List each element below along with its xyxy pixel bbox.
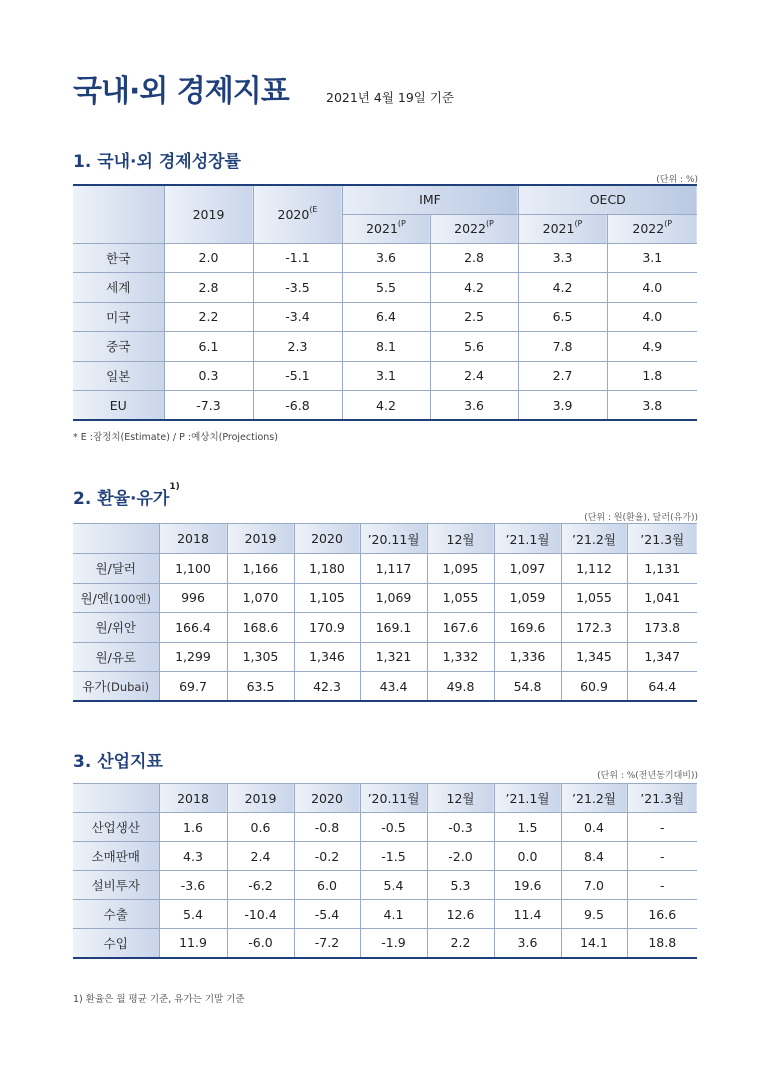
table-cell: -6.0 [227, 929, 294, 958]
table-cell: 2.4 [430, 361, 518, 391]
table-cell: 2.0 [164, 243, 253, 273]
table-cell: 5.6 [430, 332, 518, 362]
growth-col-imf-2022: $2022^{(P}$ [430, 214, 518, 243]
table-cell: 996 [159, 583, 227, 613]
row-label-text: 유가 [82, 679, 107, 694]
row-label: 중국 [73, 332, 164, 362]
industry-footnote: 1) 환율은 월 평균 기준, 유가는 기말 기준 [73, 994, 245, 1005]
column-header: 2020 [294, 784, 360, 813]
table-cell: -0.8 [294, 813, 360, 842]
table-cell: 1,069 [360, 583, 427, 613]
table-cell: 7.0 [561, 871, 627, 900]
fx-unit: (단위 : 원(환율), 달러(유가)) [584, 513, 698, 523]
table-cell: 1,097 [494, 554, 561, 584]
table-cell: 2.8 [430, 243, 518, 273]
row-label-text: 수입 [103, 935, 128, 951]
row-label [73, 642, 159, 672]
table-cell: 2.2 [427, 929, 494, 958]
table-cell: 2.2 [164, 302, 253, 332]
table-row [73, 642, 697, 672]
table-cell: 4.1 [360, 900, 427, 929]
table-cell: 42.3 [294, 672, 360, 702]
growth-col-oecd-2022: $2022^{(P}$ [607, 214, 697, 243]
table-cell: 14.1 [561, 929, 627, 958]
table-cell: 63.5 [227, 672, 294, 702]
table-cell: - [627, 842, 697, 871]
table-cell: - [627, 871, 697, 900]
table-cell: -3.4 [253, 302, 342, 332]
column-header: 2019 [227, 784, 294, 813]
table-cell: 2.5 [430, 302, 518, 332]
row-label [73, 554, 159, 584]
table-cell: 1,055 [427, 583, 494, 613]
table-cell: 3.6 [430, 391, 518, 421]
table-cell: -5.4 [294, 900, 360, 929]
table-row [73, 583, 697, 613]
table-cell: 3.3 [518, 243, 607, 273]
column-header: 2018 [159, 524, 227, 554]
growth-unit: (단위 : %) [656, 175, 698, 185]
table-cell: 1,095 [427, 554, 494, 584]
table-header-row [73, 784, 697, 813]
table-cell: 54.8 [494, 672, 561, 702]
table-cell: 170.9 [294, 613, 360, 643]
growth-col-imf-2021: $2021^{(P}$ [342, 214, 430, 243]
row-label [73, 871, 159, 900]
column-header: 2019 [227, 524, 294, 554]
row-label [73, 842, 159, 871]
table-cell: 64.4 [627, 672, 697, 702]
column-header: ’20.11월 [360, 784, 427, 813]
table-row [73, 273, 697, 303]
table-cell: 4.0 [607, 273, 697, 303]
table-cell: 1,336 [494, 642, 561, 672]
table-row [73, 361, 697, 391]
table-row [73, 332, 697, 362]
table-cell: 1,055 [561, 583, 627, 613]
table-cell: 11.4 [494, 900, 561, 929]
industry-table [73, 783, 697, 959]
table-cell: 6.5 [518, 302, 607, 332]
table-cell: 173.8 [627, 613, 697, 643]
table-row [73, 842, 697, 871]
table-cell: 8.4 [561, 842, 627, 871]
industry-unit: (단위 : %(전년동기대비)) [597, 771, 698, 781]
row-label: 한국 [73, 243, 164, 273]
table-row [73, 900, 697, 929]
table-cell: 5.5 [342, 273, 430, 303]
growth-section-title: 1. 국내·외 경제성장률 [73, 152, 241, 172]
table-cell: 43.4 [360, 672, 427, 702]
table-cell: 1.5 [494, 813, 561, 842]
table-cell: -10.4 [227, 900, 294, 929]
table-cell: 1,180 [294, 554, 360, 584]
table-cell: 1.8 [607, 361, 697, 391]
table-row [73, 813, 697, 842]
row-label [73, 929, 159, 958]
row-label: EU [73, 391, 164, 421]
row-label: 세계 [73, 273, 164, 303]
table-cell: 1,299 [159, 642, 227, 672]
table-cell: 169.1 [360, 613, 427, 643]
table-cell: -6.8 [253, 391, 342, 421]
table-cell: 3.6 [342, 243, 430, 273]
table-cell: 1,305 [227, 642, 294, 672]
row-label-text: 원/달러 [95, 561, 136, 577]
table-cell: 4.2 [342, 391, 430, 421]
table-cell: 5.3 [427, 871, 494, 900]
table-cell: -1.1 [253, 243, 342, 273]
growth-col-2020: $2020^{(E}$ [253, 185, 342, 243]
table-cell: 169.6 [494, 613, 561, 643]
row-label [73, 813, 159, 842]
column-header: ’21.2월 [561, 784, 627, 813]
table-row [73, 929, 697, 958]
row-label-sub: (100엔) [108, 591, 151, 606]
row-label-text: 원/엔 [80, 590, 109, 606]
table-cell: -3.6 [159, 871, 227, 900]
table-cell: -1.9 [360, 929, 427, 958]
table-cell: 0.0 [494, 842, 561, 871]
row-label-text: 원/위안 [95, 620, 136, 636]
table-cell: 69.7 [159, 672, 227, 702]
column-header: 12월 [427, 784, 494, 813]
table-row [73, 871, 697, 900]
table-cell: 1,117 [360, 554, 427, 584]
table-cell: 9.5 [561, 900, 627, 929]
table-cell: 3.9 [518, 391, 607, 421]
column-header: 2020 [294, 524, 360, 554]
table-cell: 49.8 [427, 672, 494, 702]
growth-col-oecd: OECD [518, 185, 697, 214]
table-cell: 1.6 [159, 813, 227, 842]
row-label-text: 산업생산 [91, 820, 140, 835]
table-row [73, 672, 697, 702]
table-cell: 60.9 [561, 672, 627, 702]
table-cell: 1,070 [227, 583, 294, 613]
table-cell: -0.2 [294, 842, 360, 871]
table-cell: 4.3 [159, 842, 227, 871]
column-header: ’21.3월 [627, 784, 697, 813]
table-cell: 1,321 [360, 642, 427, 672]
table-cell: -5.1 [253, 361, 342, 391]
table-cell: 3.1 [342, 361, 430, 391]
table-cell: -3.5 [253, 273, 342, 303]
row-label-text: 수출 [103, 907, 128, 922]
table-cell: 4.2 [518, 273, 607, 303]
growth-table [73, 184, 697, 421]
table-cell: 1,131 [627, 554, 697, 584]
table-cell: 3.6 [494, 929, 561, 958]
table-cell: 0.3 [164, 361, 253, 391]
table-row [73, 554, 697, 584]
growth-corner-cell [73, 185, 164, 243]
table-cell: -7.3 [164, 391, 253, 421]
table-cell: 168.6 [227, 613, 294, 643]
row-label [73, 613, 159, 643]
table-cell: 18.8 [627, 929, 697, 958]
column-header: ’21.3월 [627, 524, 697, 554]
table-cell: 1,112 [561, 554, 627, 584]
table-row [73, 391, 697, 421]
growth-footnote: * E :잠정치(Estimate) / P :예상치(Projections) [73, 432, 278, 443]
table-cell: 2.4 [227, 842, 294, 871]
row-label-text: 설비투자 [91, 878, 140, 893]
row-label-text: 소매판매 [91, 849, 140, 864]
table-cell: 3.1 [607, 243, 697, 273]
table-cell: 2.7 [518, 361, 607, 391]
table-row [73, 243, 697, 273]
table-cell: 4.0 [607, 302, 697, 332]
row-label: 일본 [73, 361, 164, 391]
table-cell: 1,332 [427, 642, 494, 672]
growth-col-2019: 2019 [164, 185, 253, 243]
table-cell: 0.6 [227, 813, 294, 842]
table-cell: 8.1 [342, 332, 430, 362]
table-cell: 11.9 [159, 929, 227, 958]
table-cell: 5.4 [159, 900, 227, 929]
table-cell: -0.5 [360, 813, 427, 842]
fx-section-title: 2. 환율·유가$^{1)}$ [73, 482, 180, 509]
table-cell: 0.4 [561, 813, 627, 842]
industry-section-title: 3. 산업지표 [73, 752, 163, 772]
table-cell: -0.3 [427, 813, 494, 842]
table-cell: 172.3 [561, 613, 627, 643]
table-cell: 166.4 [159, 613, 227, 643]
table-cell: 4.9 [607, 332, 697, 362]
fx-table [73, 523, 697, 702]
table-cell: -6.2 [227, 871, 294, 900]
table-cell: 16.6 [627, 900, 697, 929]
table-cell: -1.5 [360, 842, 427, 871]
table-row [73, 613, 697, 643]
table-cell: 1,166 [227, 554, 294, 584]
column-header: 12월 [427, 524, 494, 554]
table-cell: - [627, 813, 697, 842]
table-cell: 1,347 [627, 642, 697, 672]
table-cell: 1,059 [494, 583, 561, 613]
table-cell: -2.0 [427, 842, 494, 871]
column-header: ’21.1월 [494, 784, 561, 813]
growth-col-oecd-2021: $2021^{(P}$ [518, 214, 607, 243]
table-cell: 4.2 [430, 273, 518, 303]
table-cell: 1,105 [294, 583, 360, 613]
page-title: 국내·외 경제지표 [73, 74, 289, 109]
table-cell: 167.6 [427, 613, 494, 643]
table-row [73, 302, 697, 332]
corner-cell [73, 524, 159, 554]
table-cell: 1,100 [159, 554, 227, 584]
table-cell: 6.1 [164, 332, 253, 362]
table-cell: 1,346 [294, 642, 360, 672]
table-cell: -7.2 [294, 929, 360, 958]
table-cell: 19.6 [494, 871, 561, 900]
table-cell: 12.6 [427, 900, 494, 929]
column-header: 2018 [159, 784, 227, 813]
table-cell: 7.8 [518, 332, 607, 362]
row-label [73, 583, 159, 613]
row-label: 미국 [73, 302, 164, 332]
column-header: ’20.11월 [360, 524, 427, 554]
table-cell: 2.8 [164, 273, 253, 303]
table-cell: 3.8 [607, 391, 697, 421]
table-cell: 1,345 [561, 642, 627, 672]
table-cell: 6.0 [294, 871, 360, 900]
table-cell: 2.3 [253, 332, 342, 362]
corner-cell [73, 784, 159, 813]
row-label [73, 672, 159, 702]
table-header-row [73, 524, 697, 554]
row-label-text: 원/유로 [95, 649, 136, 665]
reference-date: 2021년 4월 19일 기준 [326, 90, 454, 105]
row-label-sub: (Dubai) [106, 680, 150, 694]
table-cell: 1,041 [627, 583, 697, 613]
column-header: ’21.2월 [561, 524, 627, 554]
table-cell: 6.4 [342, 302, 430, 332]
table-cell: 5.4 [360, 871, 427, 900]
column-header: ’21.1월 [494, 524, 561, 554]
growth-col-imf: IMF [342, 185, 518, 214]
row-label [73, 900, 159, 929]
